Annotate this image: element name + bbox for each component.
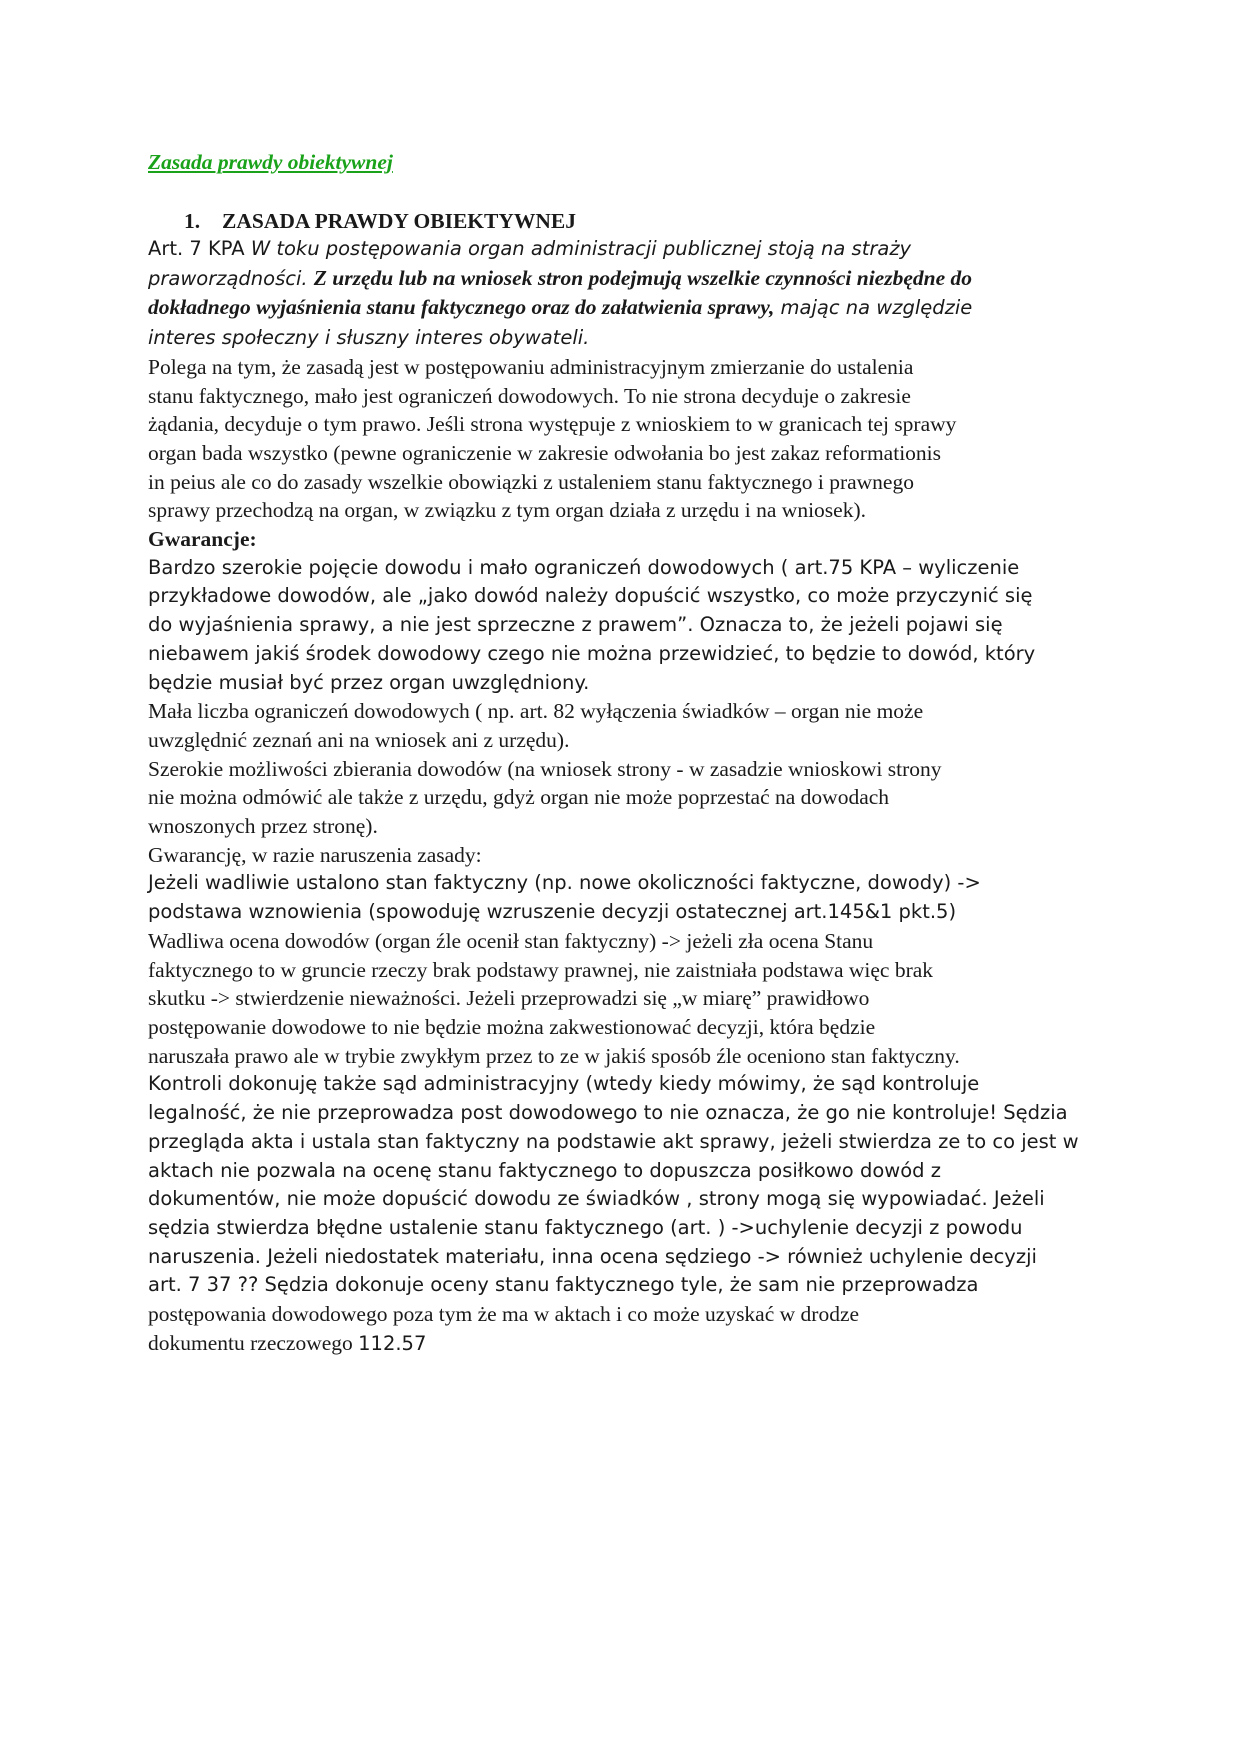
document-title: Zasada prawdy obiektywnej — [148, 150, 393, 174]
text-line: podstawa wznowienia (spowoduję wzruszenie decyzji ostatecznej art.145&1 pkt.5) — [148, 900, 957, 924]
section-heading — [148, 207, 576, 235]
text-fragment: art.75 KPA — [794, 555, 897, 579]
text-line: sprawy przechodzą na organ, w związku z tym organ działa z urzędu i na wniosek). — [148, 498, 866, 523]
text-line: organ bada wszystko (pewne ograniczenie w zakresie odwołania bo jest zakaz reformationis — [148, 440, 942, 465]
text-line: dokumentów, nie może dopuścić dowodu ze świadków , strony mogą się wypowiadać. Jeżeli — [148, 1187, 1045, 1211]
quote-italic-text: praworządności. — [148, 266, 314, 290]
quote-line — [148, 293, 1108, 323]
text-line: Jeżeli wadliwie ustalono stan faktyczny (np. nowe okoliczności faktyczne, dowody) -> — [148, 871, 981, 895]
text-line: postępowanie dowodowe to nie będzie można zakwestionować decyzji, która będzie — [148, 1014, 876, 1039]
text-line: Mała liczba ograniczeń dowodowych ( np. art. 82 wyłączenia świadków – organ nie może — [148, 699, 924, 724]
text-line: wnoszonych przez stronę). — [148, 814, 378, 839]
text-line: nie można odmówić ale także z urzędu, gdyż organ nie może poprzestać na dowodach — [148, 785, 890, 810]
article-reference: Art. 7 KPA — [148, 237, 251, 260]
quote-italic-text: interes społeczny i słuszny interes obywateli. — [148, 326, 590, 350]
text-fragment: dokumentu rzeczowego — [148, 1330, 359, 1355]
text-line: naruszenia. Jeżeli niedostatek materiału, inna ocena sędziego -> również uchylenie decyzji — [148, 1244, 1037, 1268]
text-line: uwzględnić zeznań ani na wniosek ani z urzędu). — [148, 727, 570, 752]
text-fragment: Bardzo szerokie pojęcie dowodu i mało ograniczeń dowodowych ( — [148, 555, 795, 579]
quote-italic-text: W toku postępowania organ administracji publicznej stoją na straży — [250, 237, 912, 260]
text-line: Wadliwa ocena dowodów (organ źle ocenił stan faktyczny) -> jeżeli zła ocena Stanu — [148, 928, 874, 953]
text-line: stanu faktycznego, mało jest ograniczeń dowodowych. To nie strona decyduje o zakresie — [148, 383, 911, 408]
text-line: naruszała prawo ale w trybie zwykłym przez to ze w jakiś sposób źle oceniono stan faktyczny. — [148, 1043, 960, 1068]
quote-line — [148, 234, 1108, 264]
text-fragment: – wyliczenie — [896, 555, 1020, 579]
text-line: niebawem jakiś środek dowodowy czego nie można przewidzieć, to będzie to dowód, który — [148, 641, 1036, 665]
section-number: 1. — [184, 209, 201, 233]
text-line: legalność, że nie przeprowadza post dowodowego to nie oznacza, że go nie kontroluje! Sędzia — [148, 1101, 1068, 1125]
quote-italic-text: mając na względzie — [774, 296, 973, 320]
text-line: Polega na tym, że zasadą jest w postępowaniu administracyjnym zmierzanie do ustalenia — [148, 354, 914, 379]
text-line: faktycznego to w gruncie rzeczy brak podstawy prawnej, nie zaistniała podstawa więc brak — [148, 957, 934, 982]
text-line: sędzia stwierdza błędne ustalenie stanu faktycznego (art. ) ->uchylenie decyzji z powodu — [148, 1215, 1023, 1239]
quote-bold-text: Z urzędu lub na wniosek stron podejmują wszelkie czynności niezbędne do — [313, 265, 973, 290]
text-line: postępowania dowodowego poza tym że ma w aktach i co może uzyskać w drodze — [148, 1302, 860, 1327]
subheading-gwarancje: Gwarancje: — [148, 527, 257, 552]
quote-bold-text: dokładnego wyjaśnienia stanu faktycznego oraz do załatwienia sprawy, — [148, 295, 775, 320]
text-line: żądania, decyduje o tym prawo. Jeśli strona występuje z wnioskiem to w granicach tej sprawy — [148, 412, 957, 437]
text-line: Gwarancję, w razie naruszenia zasady: — [148, 842, 482, 867]
text-line: Szerokie możliwości zbierania dowodów (na wniosek strony - w zasadzie wnioskowi strony — [148, 756, 942, 781]
text-line: przegląda akta i ustala stan faktyczny na podstawie akt sprawy, jeżeli stwierdza ze to co jest w — [148, 1129, 1079, 1153]
text-line: będzie musiał być przez organ uwzględniony. — [148, 670, 590, 694]
text-line: do wyjaśnienia sprawy, a nie jest sprzeczne z prawem”. Oznacza to, że jeżeli pojawi się — [148, 613, 1003, 637]
text-line: przykładowe dowodów, ale „jako dowód należy dopuścić wszystko, co może przyczynić się — [148, 584, 1033, 608]
section-heading-text: ZASADA PRAWDY OBIEKTYWNEJ — [222, 209, 577, 233]
text-fragment: 112.57 — [358, 1331, 427, 1355]
document-body — [148, 234, 1108, 1358]
text-line — [148, 1329, 1108, 1359]
text-line: skutku -> stwierdzenie nieważności. Jeżeli przeprowadzi się „w miarę” prawidłowo — [148, 986, 870, 1011]
quote-line — [148, 323, 1108, 353]
text-line: Kontroli dokonuję także sąd administracyjny (wtedy kiedy mówimy, że sąd kontroluje — [148, 1072, 980, 1096]
text-line: art. 7 37 ?? Sędzia dokonuje oceny stanu faktycznego tyle, że sam nie przeprowadza — [148, 1273, 979, 1297]
text-line: aktach nie pozwala na ocenę stanu faktycznego to dopuszcza posiłkowo dowód z — [148, 1158, 941, 1182]
text-line — [148, 554, 1108, 583]
text-line: in peius ale co do zasady wszelkie obowiązki z ustaleniem stanu faktycznego i prawnego — [148, 469, 914, 494]
quote-line — [148, 264, 1108, 294]
